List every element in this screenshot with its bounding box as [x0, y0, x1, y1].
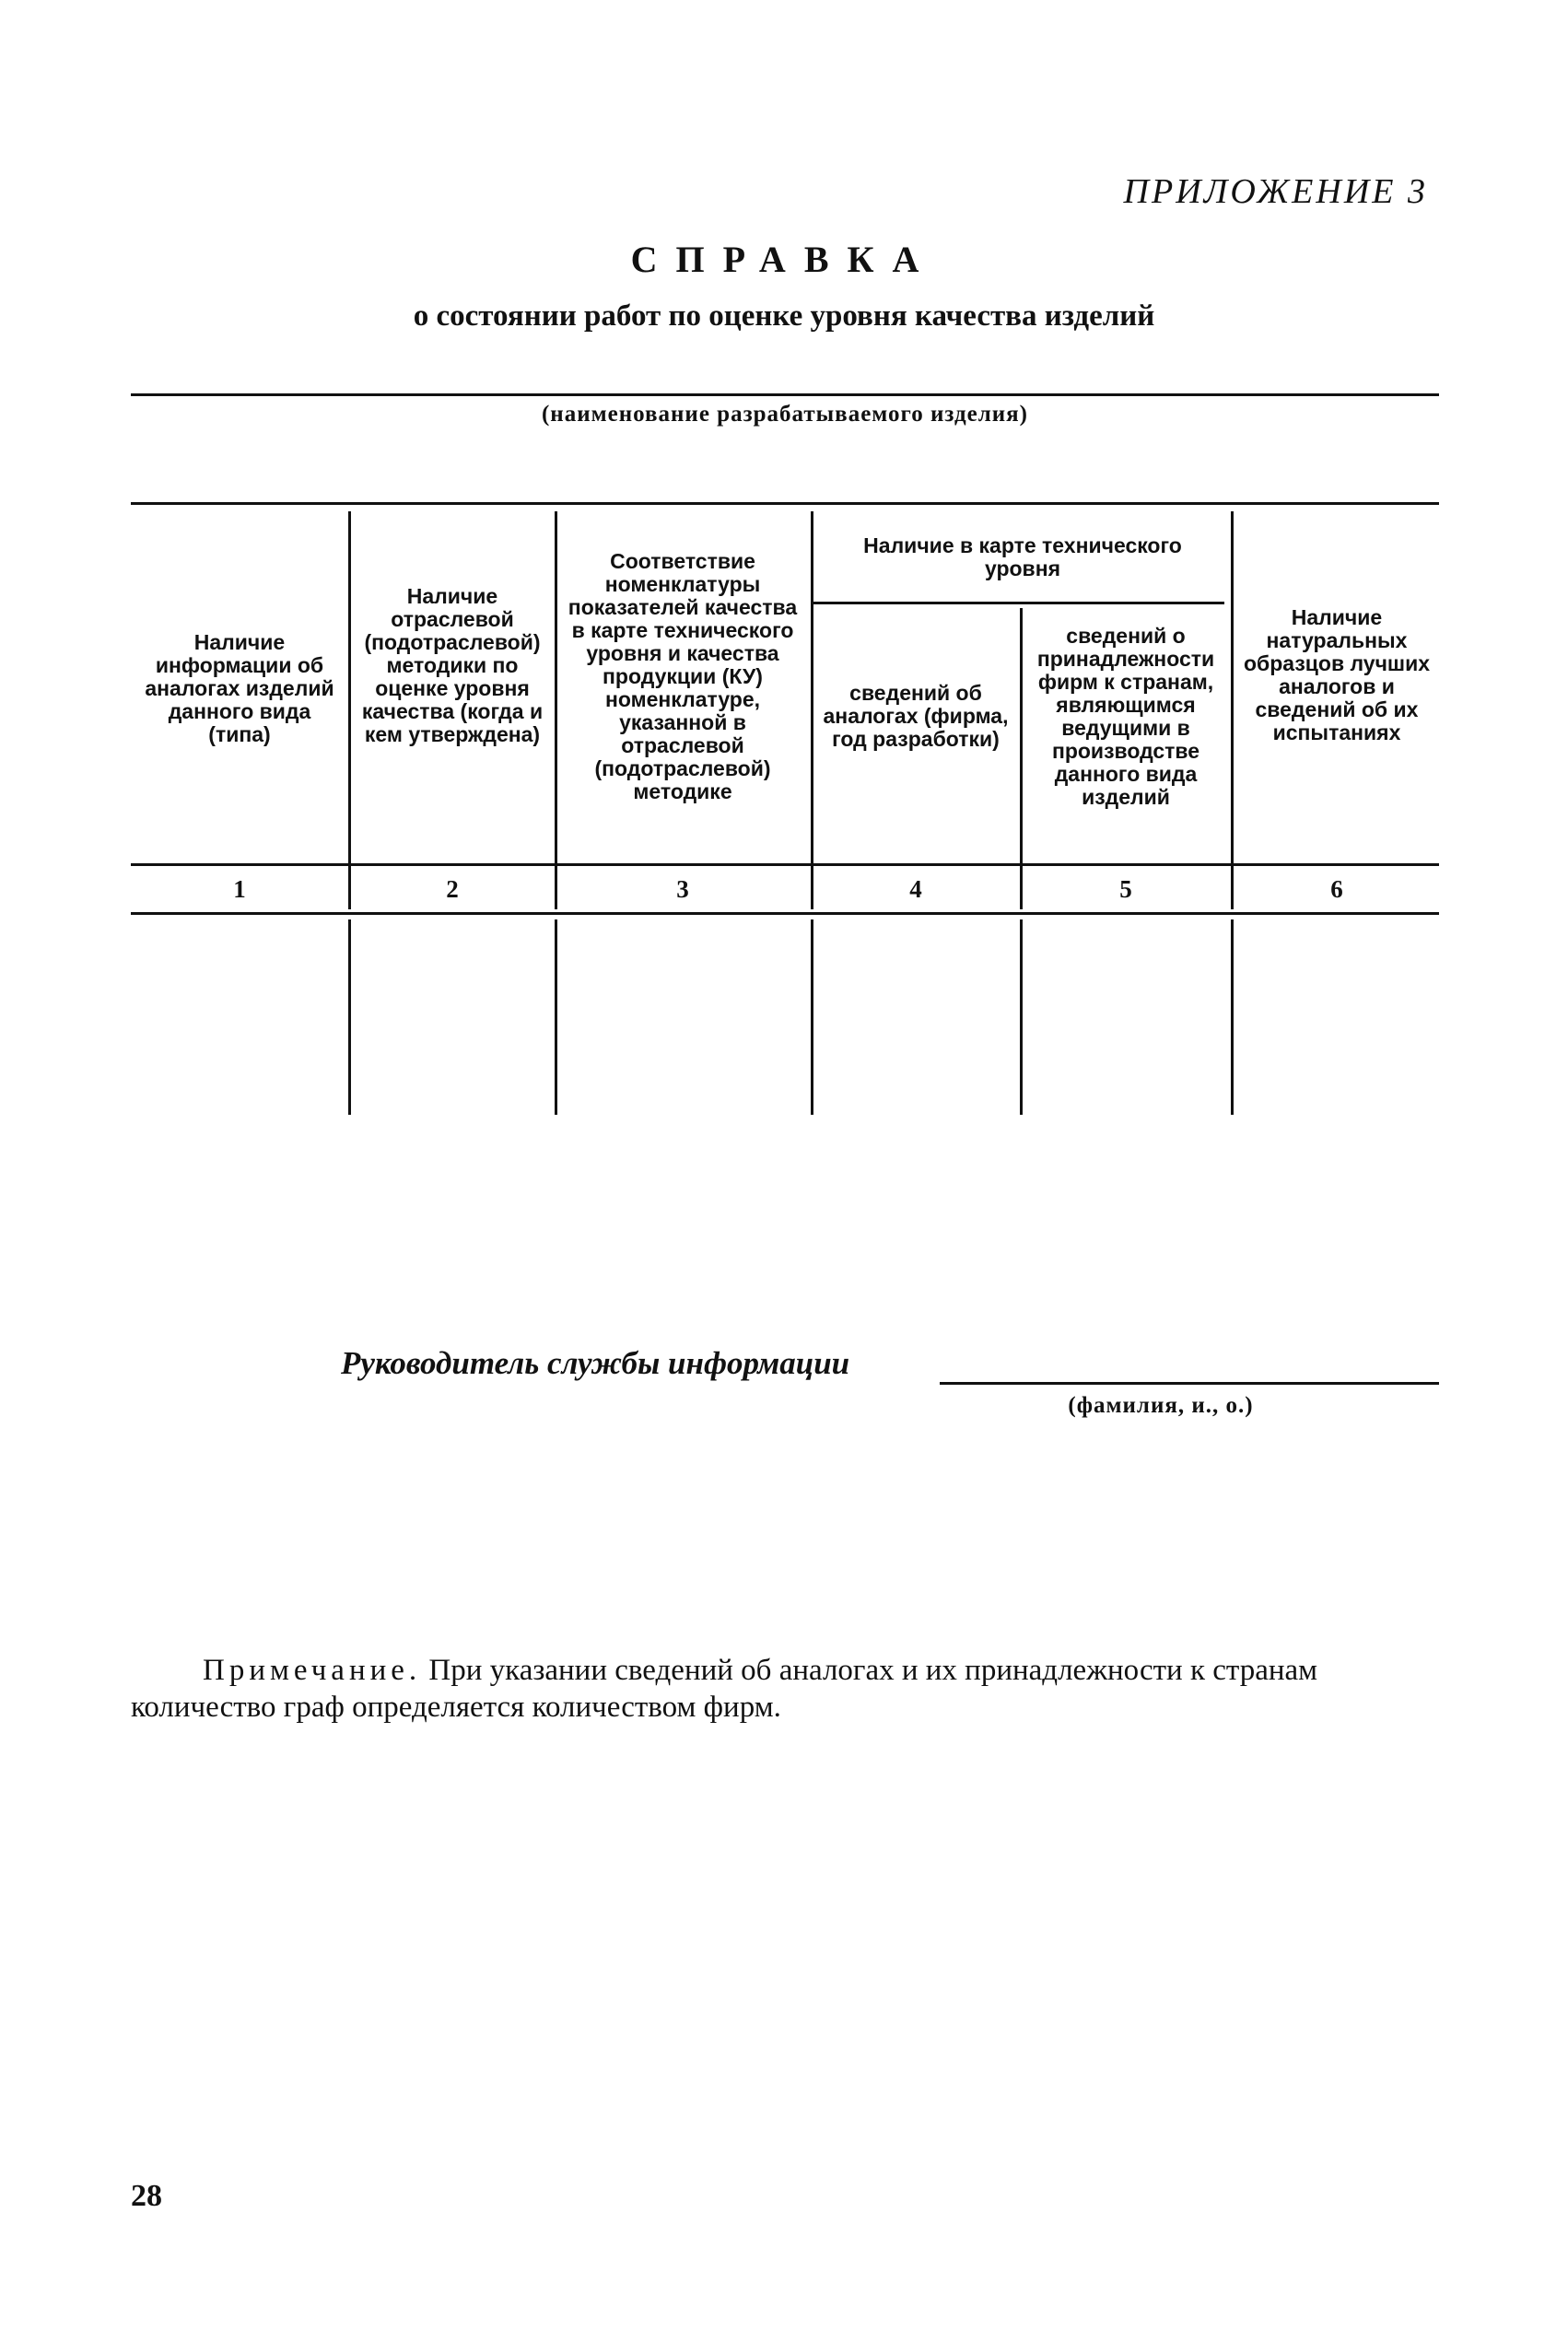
- body-col-divider-5-6: [1231, 919, 1234, 1115]
- col-divider-4-5: [1020, 608, 1023, 909]
- note-label: Примечание.: [203, 1654, 422, 1687]
- col-number-5: 5: [1119, 875, 1132, 903]
- document-subtitle: о состоянии работ по оценке уровня качества изделий: [413, 299, 1155, 333]
- body-col-divider-3-4: [811, 919, 813, 1115]
- header-col-3: Соответствие номенклатуры показателей качества в карте технического уровня и качества продукции (КУ) номенклатуре, указанной в отраслевой (подотраслевой) методике: [568, 549, 798, 803]
- numbers-bottom-border: [131, 912, 1439, 915]
- col-number-2: 2: [446, 875, 459, 903]
- col-divider-3-4: [811, 511, 813, 909]
- col-divider-2-3: [555, 511, 557, 909]
- product-name-caption: (наименование разрабатываемого изделия): [541, 402, 1028, 427]
- header-col-4: сведений об аналогах (фирма, год разработки): [823, 681, 1009, 751]
- table-top-border: [131, 502, 1439, 505]
- col-number-6: 6: [1330, 875, 1343, 903]
- signature-line: [940, 1382, 1439, 1385]
- group-header-divider: [813, 602, 1224, 604]
- header-col-6: Наличие натуральных образцов лучших аналогов и сведений об их испытаниях: [1243, 605, 1431, 744]
- signature-caption: (фамилия, и., о.): [1068, 1393, 1254, 1418]
- body-col-divider-2-3: [555, 919, 557, 1115]
- note-block: [131, 1652, 1439, 1726]
- header-col-5: сведений о принадлежности фирм к странам, являющимся ведущими в производстве данного вида изделий: [1036, 624, 1215, 809]
- header-col-2: Наличие отраслевой (подотраслевой) методики по оценке уровня качества (когда и кем утверждена): [361, 584, 544, 746]
- product-name-line: [131, 393, 1439, 396]
- body-col-divider-1-2: [348, 919, 351, 1115]
- note-text: При указании сведений об аналогах и их принадлежности к странам количество граф определяется количеством фирм.: [131, 1654, 1318, 1724]
- col-number-1: 1: [233, 875, 246, 903]
- appendix-label: ПРИЛОЖЕНИЕ 3: [1123, 172, 1428, 211]
- col-divider-1-2: [348, 511, 351, 909]
- page-number: 28: [131, 2179, 162, 2213]
- col-number-3: 3: [676, 875, 689, 903]
- document-title: СПРАВКА: [630, 239, 938, 280]
- signatory-role: Руководитель службы информации: [341, 1345, 850, 1381]
- header-col-1: Наличие информации об аналогах изделий данного вида (типа): [145, 630, 334, 746]
- header-group: Наличие в карте технического уровня: [863, 533, 1182, 580]
- body-col-divider-4-5: [1020, 919, 1023, 1115]
- header-bottom-border: [131, 863, 1439, 866]
- col-divider-5-6: [1231, 511, 1234, 909]
- col-number-4: 4: [909, 875, 922, 903]
